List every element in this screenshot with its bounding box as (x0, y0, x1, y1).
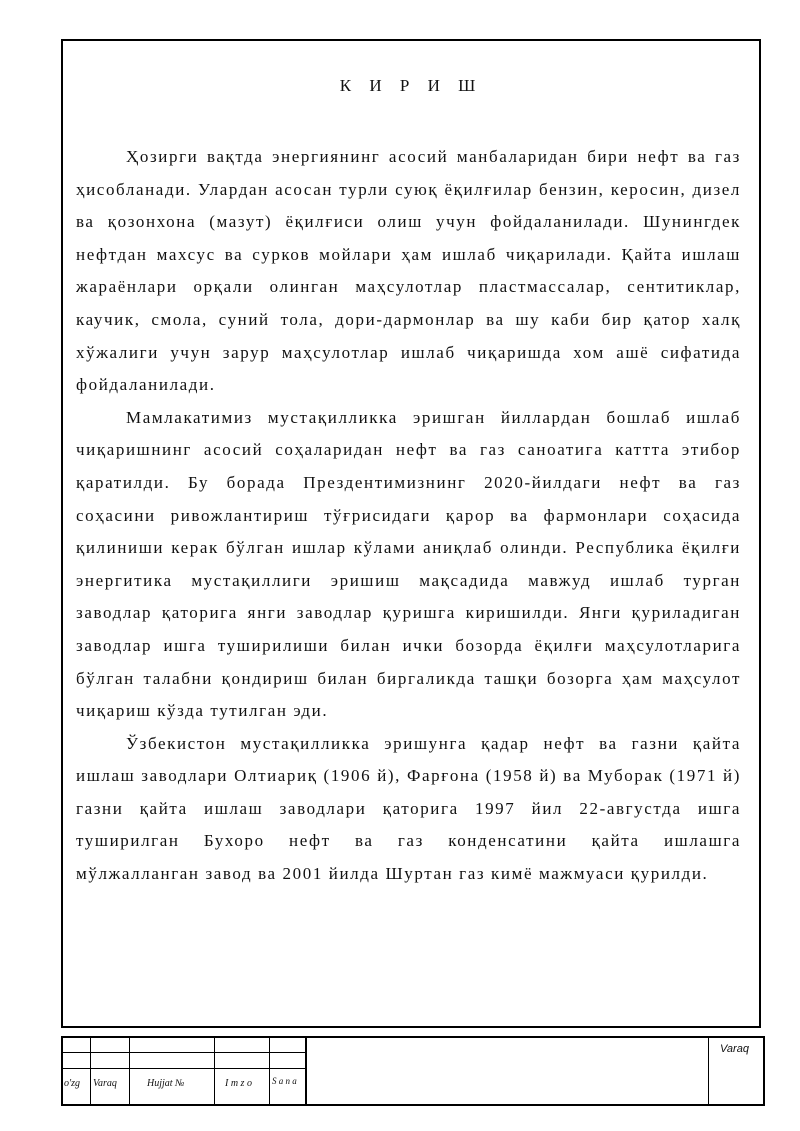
stamp-col-line-1 (90, 1038, 91, 1104)
paragraph-2: Мамлакатимиз мустақилликка эришган йиллардан бошлаб ишлаб чиқаришнинг асосий соҳаларидан нефт ва газ саноатига каттта этибор қаратилди. Бу борада Прездентимизнинг 2020-йилдаги нефт ва газ соҳасини ривожлантириш тўғрисидаги қарор ва фармонлари соҳасида қилиниши керак бўлган ишлар кўлами аниқлаб олинди. Республика ёқилғи энергитика мустақиллиги эришиш мақсадида мавжуд ишлаб турган заводлар қаторига янги заводлар қуришга киришилди. Янги қуриладиган заводлар ишга туширилиши билан ички бозорда ёқилғи маҳсулотларига бўлган талабни қондириш билан биргаликда ташқи бозорга ҳам маҳсулот чиқариш кўзда тутилган эди. (76, 407, 741, 721)
stamp-imzo-label: I m z o (225, 1078, 252, 1089)
body-text (76, 141, 741, 891)
stamp-sana-label: S a n a (272, 1076, 297, 1086)
stamp-varaq-label: Varaq (93, 1078, 117, 1089)
stamp-ozg-label: o'zg (64, 1078, 81, 1089)
stamp-col-line-6 (708, 1038, 709, 1104)
stamp-col-line-3 (214, 1038, 215, 1104)
stamp-col-line-5 (305, 1038, 307, 1104)
paragraph-1: Ҳозирги вақтда энергиянинг асосий манбаларидан бири нефт ва газ ҳисобланади. Улардан асосан турли суюқ ёқилғилар бензин, керосин, дизел ва қозонхона (мазут) ёқилғиси олиш учун фойдаланилади. Шунингдек нефтдан махсус ва сурков мойлари ҳам ишлаб чиқарилади. Қайта ишлаш жараёнлари орқали олинган маҳсулотлар пластмассалар, сентитиклар, каучик, смола, суний тола, дори-дармонлар ва шу каби бир қатор халқ хўжалиги учун зарур маҳсулотлар ишлаб чиқаришда хом ашё сифатида фойдаланилади. (76, 147, 741, 395)
page-title: К И Р И Ш (339, 76, 483, 95)
stamp-hujjat-label: Hujjat № (147, 1078, 185, 1089)
stamp-col-line-2 (129, 1038, 130, 1104)
title-block-stamp (61, 1036, 765, 1106)
stamp-col-line-4 (269, 1038, 270, 1104)
paragraph-3: Ўзбекистон мустақилликка эришунга қадар нефт ва газни қайта ишлаш заводлари Олтиариқ (1906 й), Фарғона (1958 й) ва Муборак (1971 й) газни қайта ишлаш заводлари қаторига 1997 йил 22-августда ишга туширилган Бухоро нефт ва газ конденсатини қайта ишлашга мўлжалланган завод ва 2001 йилда Шуртан газ кимё мажмуаси қурилди. (76, 733, 741, 884)
stamp-varaq-right-label: Varaq (720, 1043, 749, 1055)
